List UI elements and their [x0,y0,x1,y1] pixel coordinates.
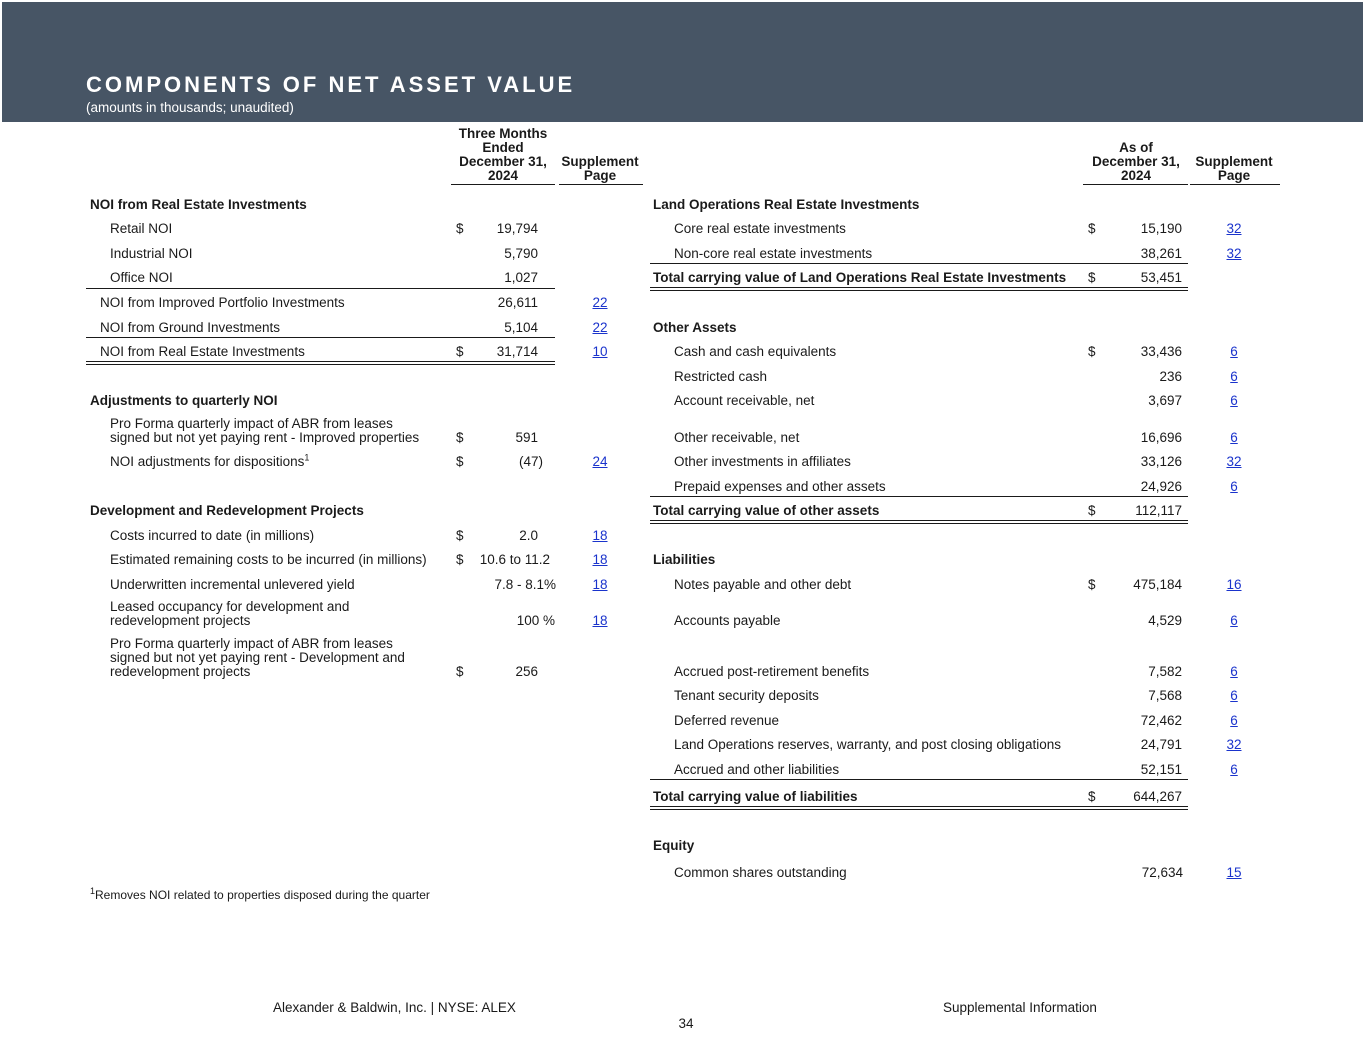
yield-label: Underwritten incremental unlevered yield [110,577,355,592]
dispositions-label-text: NOI adjustments for dispositions [110,454,305,469]
liab-total-label: Total carrying value of liabilities [653,789,858,804]
col-header-line: 2024 [487,168,519,183]
col-header-line: Three Months [458,126,548,141]
divider [650,263,1188,264]
prepaid-page-link[interactable]: 6 [1230,479,1238,494]
col-header-three-months [452,127,554,183]
col-header-line: December 31, [1092,154,1180,169]
col-header-supplement-right [1190,155,1278,183]
section-liabilities: Liabilities [653,552,716,567]
total-noi-value: 31,714 [496,344,538,359]
accrued-other-page-link[interactable]: 6 [1230,762,1238,777]
noncore-page-link[interactable]: 32 [1226,246,1242,261]
col-header-line: December 31, [459,154,547,169]
footnote-text: Removes NOI related to properties disposed during the quarter [95,888,430,902]
costs-page-link[interactable]: 18 [592,528,608,543]
other-total-label: Total carrying value of other assets [653,503,880,518]
deposits-value: 7,568 [1148,688,1182,703]
occupancy-label-line2: redevelopment projects [110,613,251,628]
costs-value: 2.0 [519,528,538,543]
dev-proforma-label-line1: Pro Forma quarterly impact of ABR from leases [110,636,393,651]
page-subtitle: (amounts in thousands; unaudited) [86,100,294,115]
land-total-dollar: $ [1088,270,1096,285]
ar-value: 3,697 [1148,393,1182,408]
cash-value: 33,436 [1140,344,1182,359]
improved-noi-label: NOI from Improved Portfolio Investments [100,295,345,310]
remaining-label: Estimated remaining costs to be incurred (in millions) [110,552,427,567]
divider [559,184,643,185]
shares-label: Common shares outstanding [674,865,847,880]
col-header-as-of [1086,141,1186,183]
core-page-link[interactable]: 32 [1226,221,1242,236]
divider [451,184,555,185]
dev-proforma-dollar: $ [456,664,464,679]
section-adjustments: Adjustments to quarterly NOI [90,393,278,408]
section-development: Development and Redevelopment Projects [90,503,364,518]
liab-total-dollar: $ [1088,789,1096,804]
divider [1190,184,1280,185]
restricted-label: Restricted cash [674,369,768,384]
dev-proforma-value: 256 [515,664,538,679]
reserves-value: 24,791 [1140,737,1182,752]
deferred-label: Deferred revenue [674,713,780,728]
col-header-supplement-left [558,155,642,183]
cash-label: Cash and cash equivalents [674,344,837,359]
or-value: 16,696 [1140,430,1182,445]
occupancy-page-link[interactable]: 18 [592,613,608,628]
remaining-dollar: $ [456,552,464,567]
deferred-value: 72,462 [1140,713,1182,728]
yield-value: 7.8 - 8.1% [494,577,556,592]
ar-page-link[interactable]: 6 [1230,393,1238,408]
dispositions-dollar: $ [456,454,464,469]
divider [1083,184,1188,185]
cash-dollar: $ [1088,344,1096,359]
restricted-value: 236 [1159,369,1182,384]
ap-value: 4,529 [1148,613,1182,628]
ap-label: Accounts payable [674,613,781,628]
restricted-page-link[interactable]: 6 [1230,369,1238,384]
total-noi-label: NOI from Real Estate Investments [100,344,305,359]
dispositions-value: (47) [518,454,543,469]
page-title: COMPONENTS OF NET ASSET VALUE [86,72,576,97]
accrued-post-page-link[interactable]: 6 [1230,664,1238,679]
accrued-post-value: 7,582 [1148,664,1182,679]
col-header-line: Page [1217,168,1251,183]
divider [650,779,1188,780]
ap-page-link[interactable]: 6 [1230,613,1238,628]
section-equity: Equity [653,838,695,853]
retail-noi-value: 19,794 [496,221,538,236]
col-header-line: Ended [482,140,524,155]
improved-noi-value: 26,611 [497,295,538,310]
accrued-other-value: 52,151 [1140,762,1182,777]
divider [86,288,555,289]
dev-proforma-label-line2: signed but not yet paying rent - Development and [110,650,405,665]
dispositions-label [110,452,310,469]
other-total-dollar: $ [1088,503,1096,518]
noncore-label: Non-core real estate investments [674,246,873,261]
core-dollar: $ [1088,221,1096,236]
retail-noi-dollar: $ [456,221,464,236]
footer-document: Supplemental Information [943,1000,1097,1015]
reserves-page-link[interactable]: 32 [1226,737,1242,752]
reserves-label: Land Operations reserves, warranty, and post closing obligations [674,737,1061,752]
double-underline [86,361,555,365]
divider [86,337,555,338]
occupancy-value: 100 % [516,613,555,628]
other-total-value: 112,117 [1135,503,1182,518]
land-total-label: Total carrying value of Land Operations Real Estate Investments [653,270,1067,285]
section-noi: NOI from Real Estate Investments [90,197,307,212]
header-banner [2,2,1363,122]
notes-page-link[interactable]: 16 [1226,577,1242,592]
oia-page-link[interactable]: 32 [1226,454,1242,469]
shares-value: 72,634 [1141,865,1183,880]
or-page-link[interactable]: 6 [1230,430,1238,445]
notes-value: 475,184 [1133,577,1182,592]
core-label: Core real estate investments [674,221,846,236]
improved-noi-page-link[interactable]: 22 [592,295,608,310]
core-value: 15,190 [1140,221,1182,236]
col-header-line: As of [1119,140,1153,155]
shares-page-link[interactable]: 15 [1226,865,1242,880]
deposits-page-link[interactable]: 6 [1230,688,1238,703]
proforma-label-line2: signed but not yet paying rent - Improved properties [110,430,420,445]
double-underline [650,287,1188,291]
notes-dollar: $ [1088,577,1096,592]
footnote-marker: 1 [90,886,96,896]
footer-company: Alexander & Baldwin, Inc. | NYSE: ALEX [273,1000,516,1015]
deposits-label: Tenant security deposits [674,688,819,703]
total-noi-dollar: $ [456,344,464,359]
section-other-assets: Other Assets [653,320,737,335]
prepaid-label: Prepaid expenses and other assets [674,479,886,494]
prepaid-value: 24,926 [1140,479,1182,494]
col-header-line: Page [583,168,617,183]
accrued-other-label: Accrued and other liabilities [674,762,840,777]
office-noi-value: 1,027 [504,270,538,285]
ar-label: Account receivable, net [674,393,815,408]
col-header-line: 2024 [1120,168,1152,183]
col-header-line: Supplement [1195,154,1273,169]
office-noi-label: Office NOI [110,270,173,285]
proforma-label-line1: Pro Forma quarterly impact of ABR from leases [110,416,393,431]
deferred-page-link[interactable]: 6 [1230,713,1238,728]
cash-page-link[interactable]: 6 [1230,344,1238,359]
footnote-marker: 1 [304,452,310,463]
industrial-noi-label: Industrial NOI [110,246,193,261]
ground-noi-value: 5,104 [504,320,538,335]
section-land-operations: Land Operations Real Estate Investments [653,197,920,212]
remaining-page-link[interactable]: 18 [592,552,608,567]
costs-dollar: $ [456,528,464,543]
proforma-value: 591 [515,430,538,445]
col-header-line: Supplement [561,154,639,169]
remaining-value: 10.6 to 11.2 [479,552,550,567]
dispositions-page-link[interactable]: 24 [592,454,608,469]
noncore-value: 38,261 [1140,246,1182,261]
accrued-post-label: Accrued post-retirement benefits [674,664,870,679]
costs-label: Costs incurred to date (in millions) [110,528,315,543]
double-underline [650,520,1188,524]
or-label: Other receivable, net [674,430,800,445]
oia-label: Other investments in affiliates [674,454,851,469]
land-total-value: 53,451 [1140,270,1182,285]
footnote [90,888,430,902]
industrial-noi-value: 5,790 [504,246,538,261]
double-underline [650,806,1188,810]
notes-label: Notes payable and other debt [674,577,852,592]
total-noi-page-link[interactable]: 10 [592,344,608,359]
ground-noi-label: NOI from Ground Investments [100,320,281,335]
dev-proforma-label-line3: redevelopment projects [110,664,251,679]
liab-total-value: 644,267 [1133,789,1182,804]
retail-noi-label: Retail NOI [110,221,173,236]
divider [650,496,1188,497]
footer-page-number: 34 [678,1016,694,1031]
occupancy-label-line1: Leased occupancy for development and [110,599,350,614]
proforma-dollar: $ [456,430,464,445]
yield-page-link[interactable]: 18 [592,577,608,592]
ground-noi-page-link[interactable]: 22 [592,320,608,335]
oia-value: 33,126 [1140,454,1182,469]
